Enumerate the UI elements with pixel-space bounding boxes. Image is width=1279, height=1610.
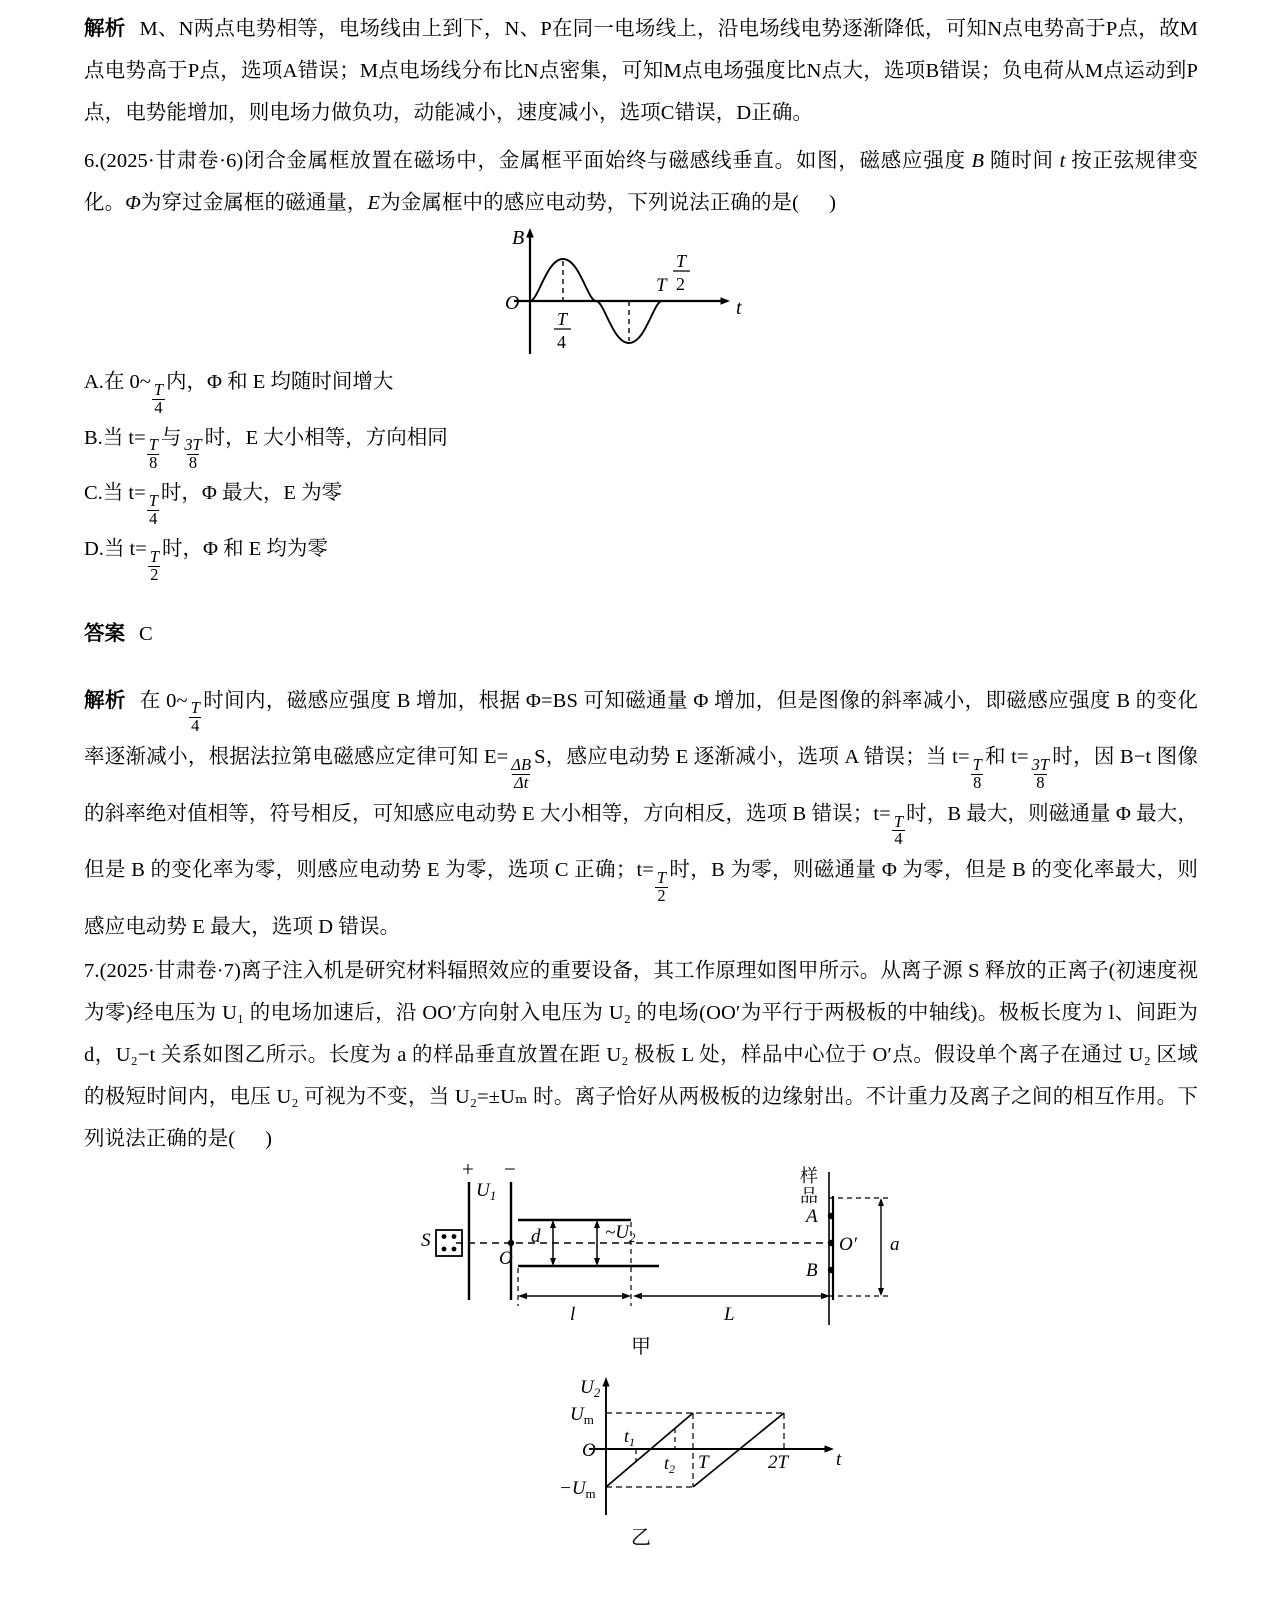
frac-3T-8: $\frac{3T}{8}$ [184,435,202,473]
frac-T-2: $\frac{T}{2}$ [149,546,159,584]
ac-u2-label: $\sim U_2$ [605,1222,636,1246]
period-2T-label: 2T [768,1452,789,1474]
apparatus-svg [84,1160,1198,1330]
tick-T-over-4-den: 4 [557,332,566,352]
frac-T-4-a1: $\frac{T}{4}$ [190,698,200,736]
drift-length-L-label: L [724,1304,735,1326]
q6-option-b [84,418,1198,474]
frac-T-2-a: $\frac{T}{2}$ [656,868,667,906]
q6-stem-part6: ) [829,192,837,214]
q6-option-c-key: C. [84,482,103,505]
plus-sign: + [462,1160,474,1182]
u1-label: $U_1$ [476,1180,497,1204]
plate-length-l-label: l [570,1304,576,1326]
origin-label-yi: O [582,1440,596,1462]
point-B-label: B [806,1260,818,1282]
ramp-period-1 [606,1413,693,1487]
q6-analysis-s7: 时，B 为零，则磁通量 Φ 为零，但是 B 的变化率最大，则感应电动势 E 最大，选项 D 错误。 [84,859,1198,939]
q6-analysis [84,680,1198,949]
period-T-label: T [698,1452,709,1474]
q6-option-b-prefix: 当 t= [102,426,146,449]
t1-label: $t_1$ [624,1426,636,1450]
b-axis-label: B [512,227,525,249]
figure-jia-caption: 甲 [631,1336,651,1359]
sample-height-a-label: a [890,1234,900,1256]
q6-var-E: E [367,192,381,214]
u2-t-sawtooth-svg [84,1369,1198,1521]
q6-stem-part4: 为穿过金属框的磁通量， [140,192,368,214]
q7-figure-jia [84,1160,1198,1330]
point-A-label: A [806,1206,818,1228]
q7-source: (2025·甘肃卷·7) [99,960,241,983]
minus-sign: − [504,1160,516,1182]
frac-dB-dt: $\frac{\Delta B}{\Delta t}$ [511,754,532,792]
q5-analysis-text: M、N两点电势相等，电场线由上到下，N、P在同一电场线上，沿电场线电势逐渐降低，可知N点电势高于P点，故M点电势高于P点，选项A错误；M点电场线分布比N点密集，可知M点电场强度比N点大，选项B错误；负电荷从M点运动到P点，电势能增加，则电场力做负功，动能减小，速度减小，选项C错误，D正确。 [84,18,1198,124]
q6-answer-row [84,615,1198,653]
point-O-dot [508,1240,514,1246]
point-O-prime-label: O′ [839,1234,857,1256]
q6-stem-part3: 按正弦规律变化。 [84,150,1198,214]
tick-T-over-4-num: T [557,309,568,329]
q6-analysis-s6: 时，B 最大，则磁通量 Φ 最大，但是 B 的变化率为零，则感应电动势 E 为零，选项 C 正确；t= [84,802,1199,882]
analysis-label: 解析 [84,17,126,40]
q6-option-b-key: B. [84,426,103,449]
b-t-sine-svg [84,224,1198,356]
figure-yi-caption: 乙 [631,1527,651,1550]
neg-um-label: $-U_m$ [559,1478,596,1502]
q6-option-d-prefix: 当 t= [103,537,147,560]
q6-analysis-s3: S，感应电动势 E 逐渐减小，选项 A 错误；当 t= [534,746,970,769]
q7-number: 7. [84,960,100,983]
q6-option-a-suffix: 内，Φ 和 E 均随时间增大 [166,371,394,393]
origin-label: O [505,292,520,314]
tick-T: T [656,275,667,296]
q6-stem-part2: 随时间 [990,150,1054,172]
q6-analysis-s1: 在 0~ [139,689,188,712]
ramp-period-2 [693,1413,784,1487]
point-O-prime-dot [828,1240,834,1246]
point-O-label: O [499,1248,513,1270]
q6-analysis-s2: 时间内，磁感应强度 B 增加，根据 Φ=BS 可知磁通量 Φ 增加，但是图像的斜率减小，即磁感应强度 B 的变化率逐渐减小，根据法拉第电磁感应定律可知 E= [84,689,1198,769]
q6-option-d-suffix: 时，Φ 和 E 均为零 [161,537,328,560]
q6-option-b-suffix: 时，E 大小相等，方向相同 [204,426,448,449]
frac-T-4: $\frac{T}{4}$ [153,379,164,417]
t-axis-label-yi: t [836,1449,842,1471]
q6-option-a [84,362,1198,418]
source-label: S [421,1230,431,1252]
q5-analysis-paragraph [84,8,1198,134]
answer-label: 答案 [84,622,125,646]
q6-option-a-prefix: 在 0~ [103,371,151,393]
tick-T-over-2-num: T [676,251,687,271]
point-B-dot [828,1267,834,1273]
page-content [84,8,1198,1550]
q7-stem [84,950,1198,1160]
q6-option-b-mid: 与 [160,426,182,449]
q7-stem-end: ) [265,1128,273,1151]
q6-analysis-s4: 和 t= [984,746,1029,769]
q6-option-d [84,529,1198,585]
sample-title-char2: 品 [800,1186,818,1207]
q6-analysis-label: 解析 [84,688,126,712]
t2-label: $t_2$ [664,1453,676,1477]
q6-option-d-key: D. [84,537,104,560]
q6-option-c-prefix: 当 t= [102,482,146,505]
q6-var-phi: Φ [125,192,141,214]
q6-analysis-s5: 时，因 B−t 图像的斜率绝对值相等，符号相反，可知感应电动势 E 大小相等，方向相反，选项 B 错误；t= [84,746,1198,825]
frac-3T-8-a: $\frac{3T}{8}$ [1031,754,1050,792]
q6-var-t: t [1059,150,1066,172]
tick-T-over-2-den: 2 [676,274,685,294]
q6-option-c-suffix: 时，Φ 最大，E 为零 [160,482,343,505]
frac-T-8-a: $\frac{T}{8}$ [972,754,982,792]
um-label: $U_m$ [570,1404,594,1428]
gap-d-label: d [531,1226,541,1248]
q6-stem-part5: 为金属框中的感应电动势，下列说法正确的是( [380,192,800,214]
q6-stem [84,140,1198,224]
q6-number: 6. [84,150,100,172]
t-axis-label: t [736,297,742,319]
q6-option-a-key: A. [84,371,104,393]
q6-answer-value: C [139,623,153,646]
point-A-dot [828,1213,834,1219]
q6-stem-part1: 闭合金属框放置在磁场中，金属框平面始终与磁感线垂直。如图，磁感应强度 [243,150,966,172]
q6-source: (2025·甘肃卷·6) [99,150,244,172]
q6-figure-b-t-graph [84,224,1198,356]
frac-T-4-a2: $\frac{T}{4}$ [893,811,904,849]
frac-T-8: $\frac{T}{8}$ [148,435,158,473]
q6-option-c [84,473,1198,529]
frac-T-4-c: $\frac{T}{4}$ [148,491,158,528]
q7-figure-yi [84,1369,1198,1521]
q7-stem-text: 离子注入机是研究材料辐照效应的重要设备，其工作原理如图甲所示。从离子源 S 释放的正离子(初速度视为零)经电压为 U₁ 的电场加速后，沿 OO′方向射入电压为 U₂ 的电场(OO′为平行于两极板的中轴线)。极板长度为 l、间距为 d，U₂−t 关系如图乙所示。长度为 a 的样品垂直放置在距 U₂ 极板 L 处，样品中心位于 O′点。假设单个离子在通过 U₂ 区域的极短时间内，电压 U₂ 可视为不变，当 U₂=±Uₘ 时。离子恰好从两极板的边缘射出。不计重力及离子之间的相互作用。下列说法正确的是( [84,960,1198,1151]
q6-var-B: B [971,150,985,172]
sample-title-char1: 样 [800,1166,818,1187]
u2-axis-label: $U_2$ [580,1377,601,1401]
